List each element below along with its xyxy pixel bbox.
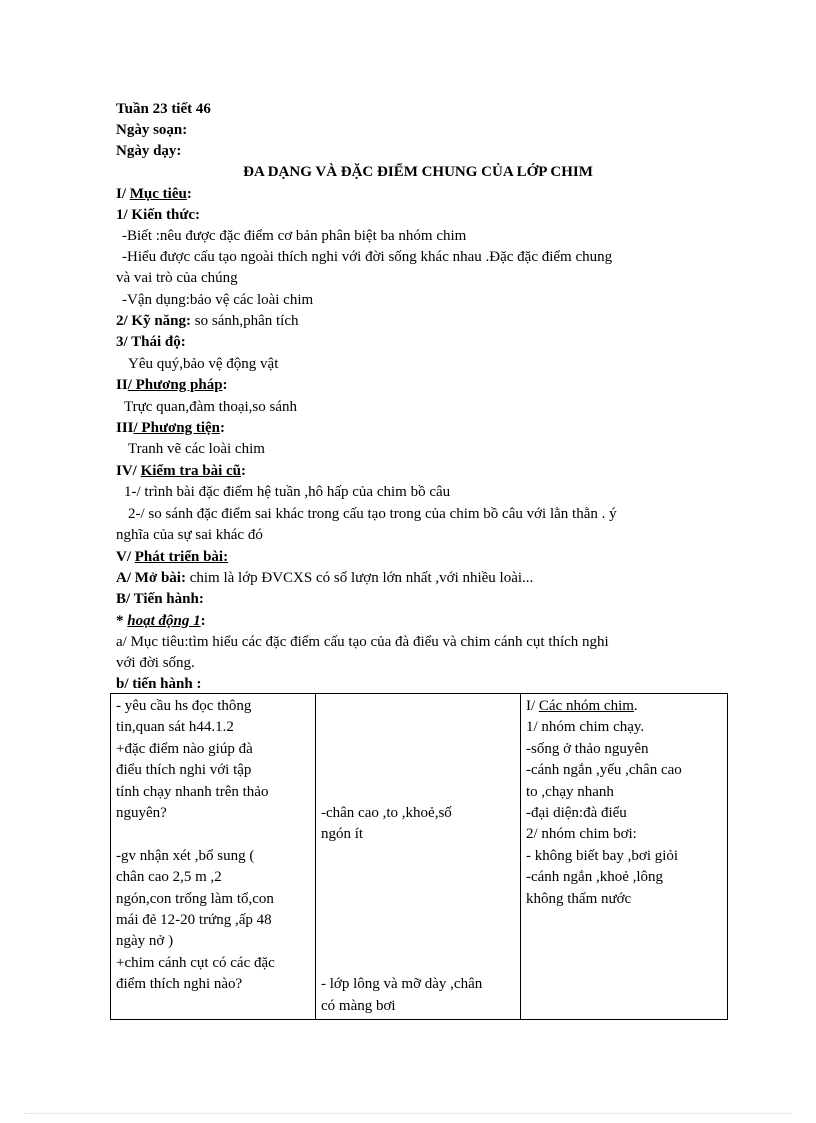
table-cell-line: - lớp lông và mỡ dày ,chân — [321, 976, 483, 993]
table-cell-line: không thấm nước — [526, 890, 632, 907]
table-cell-line: -cánh ngắn ,khoẻ ,lông — [526, 869, 664, 886]
knowledge-item: -Hiểu được cấu tạo ngoài thích nghi với đời sống khác nhau .Đặc đặc điểm chung — [122, 249, 613, 265]
aim-line: với đời sống. — [116, 655, 195, 671]
table-cell-line: chân cao 2,5 m ,2 — [116, 869, 222, 886]
knowledge-item: và vai trò của chúng — [116, 270, 238, 286]
section-skills: 2/ Kỹ năng: so sánh,phân tích — [116, 313, 299, 329]
table-cell-line: -sống ở thảo nguyên — [526, 740, 649, 757]
table-cell-line: 2/ nhóm chim bơi: — [526, 826, 637, 843]
table-cell-line: to ,chạy nhanh — [526, 783, 614, 800]
bird-groups-heading: I/ Các nhóm chim. — [526, 698, 638, 714]
review-question: 2-/ so sánh đặc điểm sai khác trong cấu tạo trong của chim bồ câu với lằn thằn . ý — [128, 506, 617, 522]
knowledge-item: -Biết :nêu được đặc điểm cơ bản phân biệt ba nhóm chim — [122, 228, 467, 244]
table-cell-line: có màng bơi — [321, 997, 396, 1014]
table-cell-line: tính chạy nhanh trên thảo — [116, 783, 269, 800]
table-cell-line: nguyên? — [116, 805, 167, 822]
table-cell-line: -chân cao ,to ,khoẻ,số — [321, 804, 452, 821]
proceed-heading: B/ Tiến hành: — [116, 591, 204, 607]
table-cell-line: 1/ nhóm chim chạy. — [526, 719, 645, 736]
table-cell-line: ngày nở ) — [116, 933, 174, 950]
table-cell-line: - yêu cầu hs đọc thông — [116, 698, 252, 714]
intro-line: A/ Mở bài: chim là lớp ĐVCXS có số lượn lớn nhất ,với nhiều loài... — [116, 570, 534, 586]
table-cell-line: mái đẻ 12-20 trứng ,ấp 48 — [116, 912, 272, 929]
review-question: nghĩa của sự sai khác đó — [116, 527, 263, 543]
section-develop: V/ Phát triển bài: — [116, 549, 229, 565]
page-title: ĐA DẠNG VÀ ĐẶC ĐIỂM CHUNG CỦA LỚP CHIM — [243, 164, 593, 180]
prep-date: Ngày soạn: — [116, 122, 188, 138]
table-row — [111, 694, 728, 1020]
table-cell-line: +chim cánh cụt có các đặc — [116, 954, 275, 971]
table-cell-line: -cánh ngắn ,yếu ,chân cao — [526, 762, 682, 779]
table-cell-line: - không biết bay ,bơi giỏi — [526, 847, 679, 864]
section-attitude: 3/ Thái độ: — [116, 334, 186, 350]
proceed-b-heading: b/ tiến hành : — [116, 676, 202, 692]
table-cell-line: +đặc điểm nào giúp đà — [116, 740, 253, 757]
attitude-text: Yêu quý,bảo vệ động vật — [128, 356, 279, 372]
knowledge-item: -Vận dụng:bảo vệ các loài chim — [122, 292, 314, 308]
teach-date: Ngày dạy: — [116, 143, 182, 159]
activity-heading: * hoạt động 1: — [116, 613, 206, 629]
table-cell-line: ngón,con trống làm tổ,con — [116, 890, 274, 907]
section-means: III/ Phương tiện: — [116, 420, 225, 436]
table-cell-line: -đại diện:đà điểu — [526, 805, 627, 822]
student-activity-cell — [316, 694, 521, 1020]
page-bottom-rule — [24, 1113, 792, 1114]
section-knowledge: 1/ Kiến thức: — [116, 207, 200, 223]
table-cell-line: ngón ít — [321, 826, 364, 843]
lesson-table — [110, 693, 728, 1020]
means-text: Tranh vẽ các loài chim — [128, 441, 265, 457]
content-cell — [521, 694, 728, 1020]
table-cell-line: tin,quan sát h44.1.2 — [116, 719, 234, 736]
methods-text: Trực quan,đàm thoại,so sánh — [124, 399, 297, 415]
review-question: 1-/ trình bài đặc điểm hệ tuần ,hô hấp của chim bồ câu — [124, 484, 451, 500]
table-cell-line: -gv nhận xét ,bổ sung ( — [116, 847, 255, 864]
week-lesson: Tuần 23 tiết 46 — [116, 101, 211, 117]
teacher-activity-cell — [111, 694, 316, 1020]
section-methods: II/ Phương pháp: — [116, 377, 228, 393]
table-cell-line: điểu thích nghi với tập — [116, 762, 252, 779]
section-review: IV/ Kiểm tra bài cũ: — [116, 463, 246, 479]
section-objectives: I/ Mục tiêu: — [116, 186, 192, 202]
aim-line: a/ Mục tiêu:tìm hiểu các đặc điểm cấu tạo của đà điểu và chim cánh cụt thích nghi — [116, 634, 609, 650]
table-cell-line: điểm thích nghi nào? — [116, 976, 243, 993]
